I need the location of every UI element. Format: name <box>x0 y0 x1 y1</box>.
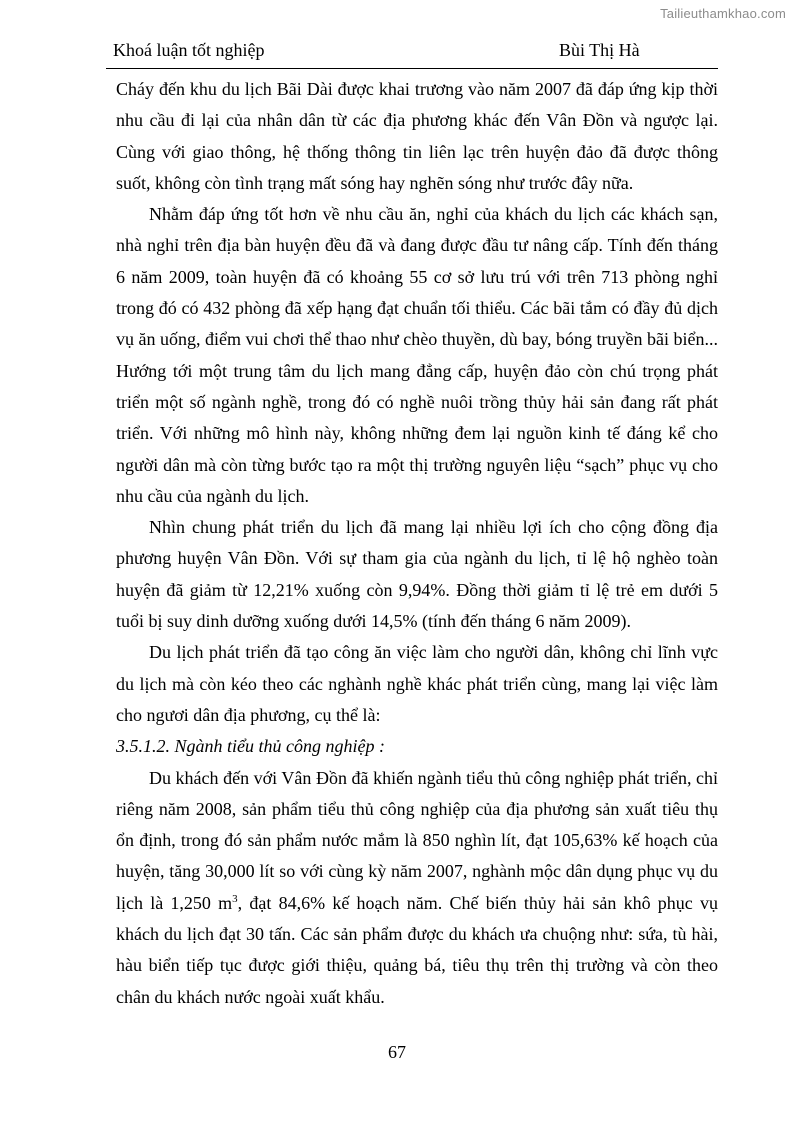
watermark-text: Tailieuthamkhao.com <box>660 6 786 21</box>
paragraph-2: Nhằm đáp ứng tốt hơn về nhu cầu ăn, nghỉ của khách du lịch các khách sạn, nhà nghỉ trên địa bàn huyện đều đã và đang được đầu tư nâng cấp. Tính đến tháng 6 năm 2009, toàn huyện đã có khoảng 55 cơ sở lưu trú với trên 713 phòng nghỉ trong đó có 432 phòng đã xếp hạng đạt chuẩn tối thiểu. Các bãi tắm có đầy đủ dịch vụ ăn uống, điểm vui chơi thể thao như chèo thuyền, dù bay, bóng truyền bãi biển... Hướng tới một trung tâm du lịch mang đẳng cấp, huyện đảo còn chú trọng phát triển một số ngành nghề, trong đó có nghề nuôi trồng thủy hải sản đang rất phát triển. Với những mô hình này, không những đem lại nguồn kinh tế đáng kể cho người dân mà còn từng bước tạo ra một thị trường nguyên liệu “sạch” phục vụ cho nhu cầu của ngành du lịch. <box>116 204 718 506</box>
paragraph-4: Du lịch phát triển đã tạo công ăn việc làm cho người dân, không chỉ lĩnh vực du lịch mà còn kéo theo các nghành nghề khác phát triển cùng, mang lại việc làm cho ngươi dân địa phương, cụ thể là: <box>116 642 718 725</box>
paragraph-5-text-after: , đạt 84,6% kế hoạch năm. Chế biến thủy hải sản khô phục vụ khách du lịch đạt 30 tấn. Các sản phẩm được du khách ưa chuộng như: sứa, tù hài, hàu biển tiếp tục được giới thiệu, quảng bá, tiêu thụ trên thị trường và còn theo chân du khách nước ngoài xuất khẩu. <box>116 892 719 1007</box>
paragraph-5-text-before: Du khách đến với Vân Đồn đã khiến ngành tiểu thủ công nghiệp phát triển, chỉ riêng năm 2008, sản phẩm tiểu thủ công nghiệp của địa phương sản xuất tiêu thụ ổn định, trong đó sản phẩm nước mắm là 850 nghìn lít, đạt 105,63% kế hoạch của huyện, tăng 30,000 lít so với cùng kỳ năm 2007, nghành mộc dân dụng phục vụ du lịch là 1,250 m <box>116 767 718 913</box>
section-heading: 3.5.1.2. Ngành tiểu thủ công nghiệp : <box>116 736 385 757</box>
paragraph-5 <box>116 763 718 1013</box>
paragraph-3: Nhìn chung phát triển du lịch đã mang lại nhiều lợi ích cho cộng đồng địa phương huyện Vân Đồn. Với sự tham gia của ngành du lịch, tỉ lệ hộ nghèo toàn huyện đã giảm từ 12,21% xuống còn 9,94%. Đồng thời giảm tỉ lệ trẻ em dưới 5 tuổi bị suy dinh dưỡng xuống dưới 14,5% (tính đến tháng 6 năm 2009). <box>116 517 718 632</box>
header-document-title: Khoá luận tốt nghiệp <box>113 40 265 60</box>
page-body <box>116 74 718 1013</box>
page-number: 67 <box>388 1042 406 1062</box>
page-header <box>113 40 719 64</box>
header-author-name: Bùi Thị Hà <box>559 40 640 60</box>
paragraph-1: Cháy đến khu du lịch Bãi Dài được khai trương vào năm 2007 đã đáp ứng kịp thời nhu cầu đi lại của nhân dân từ các địa phương khác đến Vân Đồn và ngược lại. Cùng với giao thông, hệ thống thông tin liên lạc trên huyện đảo đã được thông suốt, không còn tình trạng mất sóng hay nghẽn sóng như trước đây nữa. <box>116 79 718 193</box>
superscript-cubic: 3 <box>232 892 238 905</box>
header-divider <box>106 68 718 69</box>
